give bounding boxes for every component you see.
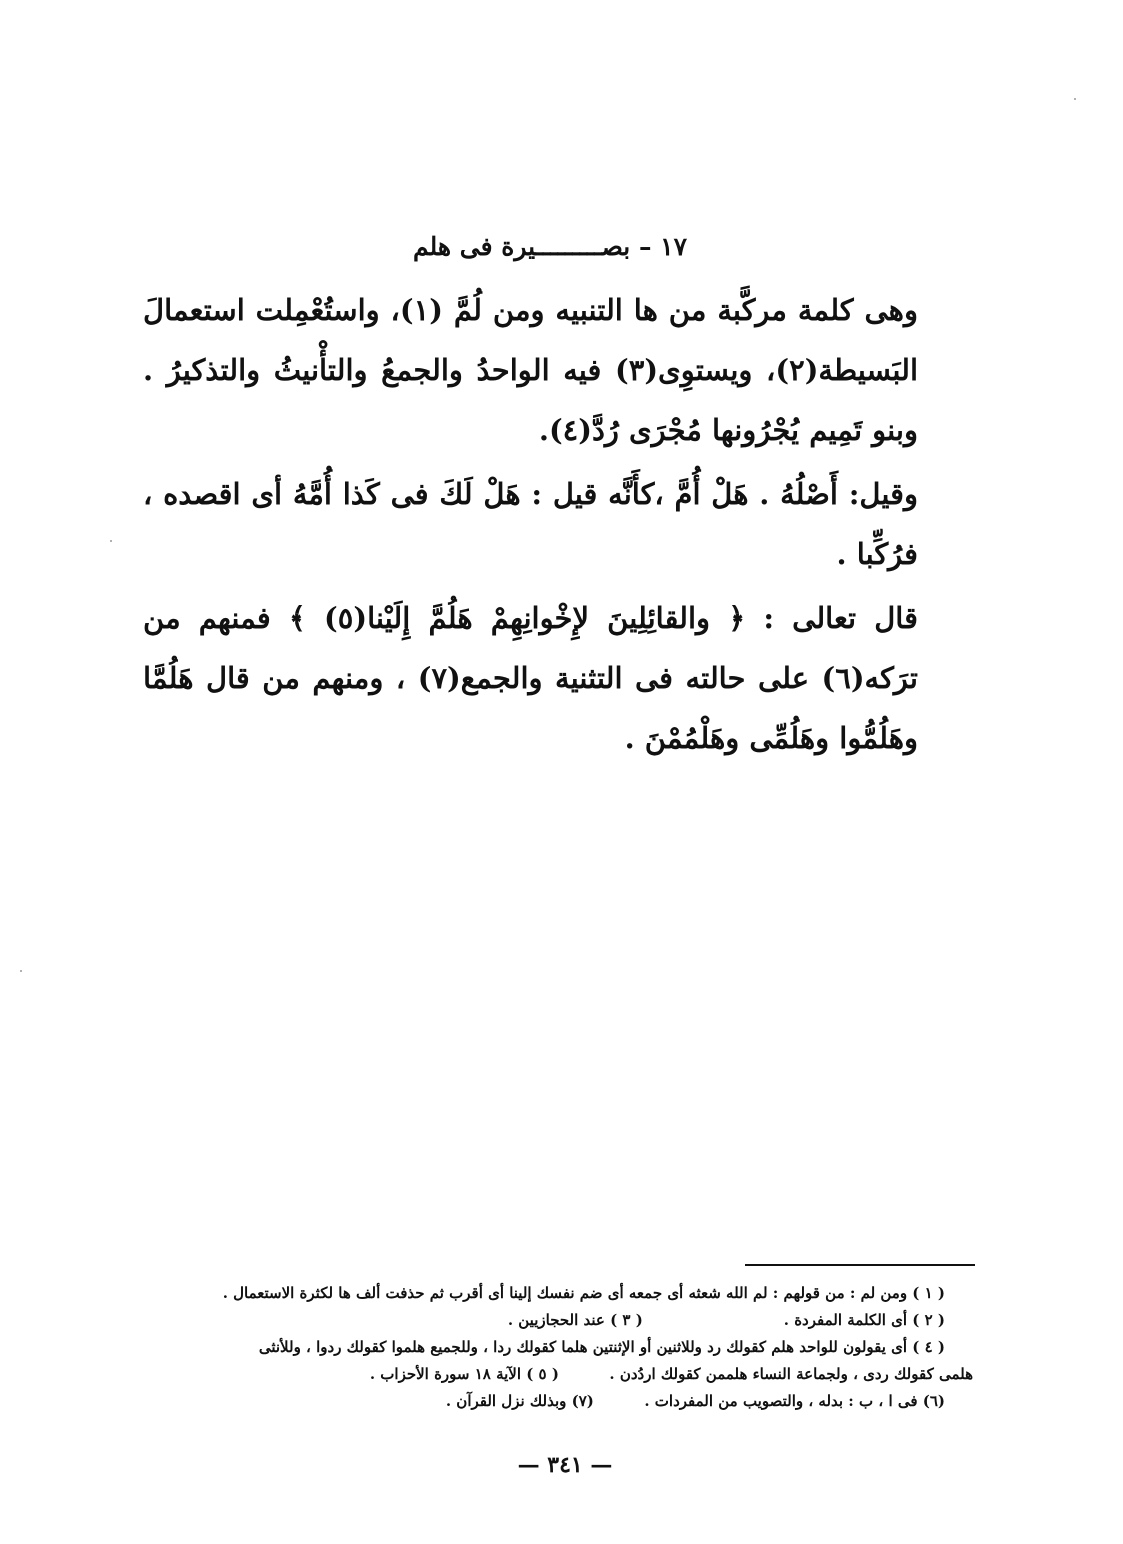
footnotes <box>143 1280 973 1415</box>
footnote-divider <box>745 1264 975 1266</box>
footnote-text: (٦) فى ا ، ب : بدله ، والتصويب من المفردات . <box>644 1392 945 1410</box>
page-number: — ٣٤١ — <box>517 1452 613 1478</box>
paper-speck <box>20 970 22 972</box>
footnote-text: ( ٣ ) عند الحجازيين . <box>507 1311 643 1329</box>
footnote-item <box>143 1334 973 1361</box>
paragraph: وهى كلمة مركَّبة من ها التنبيه ومن لُمَّ (١)، واستُعْمِلت استعمالَ البَسيطة(٢)، ويستوِى(٣) فيه الواحدُ والجمعُ والتأْنيثُ والتذكيرُ . وبنو تَمِيم يُجْرُونها مُجْرَى رُدَّ(٤). <box>143 293 919 447</box>
footnote-item <box>143 1361 973 1388</box>
main-text <box>143 280 973 768</box>
section-heading: ١٧ – بصـــــــــيرة فى هلم <box>412 232 688 261</box>
footnote-text: ( ٢ ) أى الكلمة المفردة . <box>783 1311 945 1329</box>
footnote-text: ( ٤ ) أى يقولون للواحد هلم كقولك رد وللاثنين أو الإثنتين هلما كقولك ردا ، وللجميع هلموا كقولك ردوا ، وللأنثى <box>258 1338 945 1356</box>
footnote-text: ( ١ ) ومن لم : من قولهم : لم الله شعثه أى جمعه أى ضم نفسك إلينا أى أقرب ثم حذفت ألف ها لكثرة الاستعمال . <box>222 1284 945 1302</box>
paper-speck <box>110 540 112 542</box>
paragraph: وقيل: أَصْلُهُ . هَلْ أُمَّ ،كأَنَّه قيل : هَلْ لَكَ فى كَذا أُمَّهُ أى اقصده ، فرُكِّبا . <box>143 477 918 571</box>
footnote-text: ( ٥ ) الآية ١٨ سورة الأحزاب . <box>369 1365 559 1383</box>
footnote-item <box>143 1307 973 1334</box>
footnote-text: (٧) وبذلك نزل القرآن . <box>445 1392 594 1410</box>
footnote-item <box>143 1280 973 1307</box>
paper-speck <box>1074 98 1076 100</box>
paragraph: قال تعالى : ﴿ والقائِلِينَ لإِخْوانِهِمْ هَلُمَّ إِلَيْنا(٥) ﴾ فمنهم من ترَكه(٦) على حالته فى التثنية والجمع(٧) ، ومنهم من قال هَلُمَّا وهَلُمُّوا وهَلُمِّى وهَلْمُمْنَ . <box>143 601 918 755</box>
footnote-text: هلمى كقولك ردى ، ولجماعة النساء هلممن كقولك اردُدن . <box>609 1365 973 1383</box>
footnote-item <box>143 1388 973 1415</box>
